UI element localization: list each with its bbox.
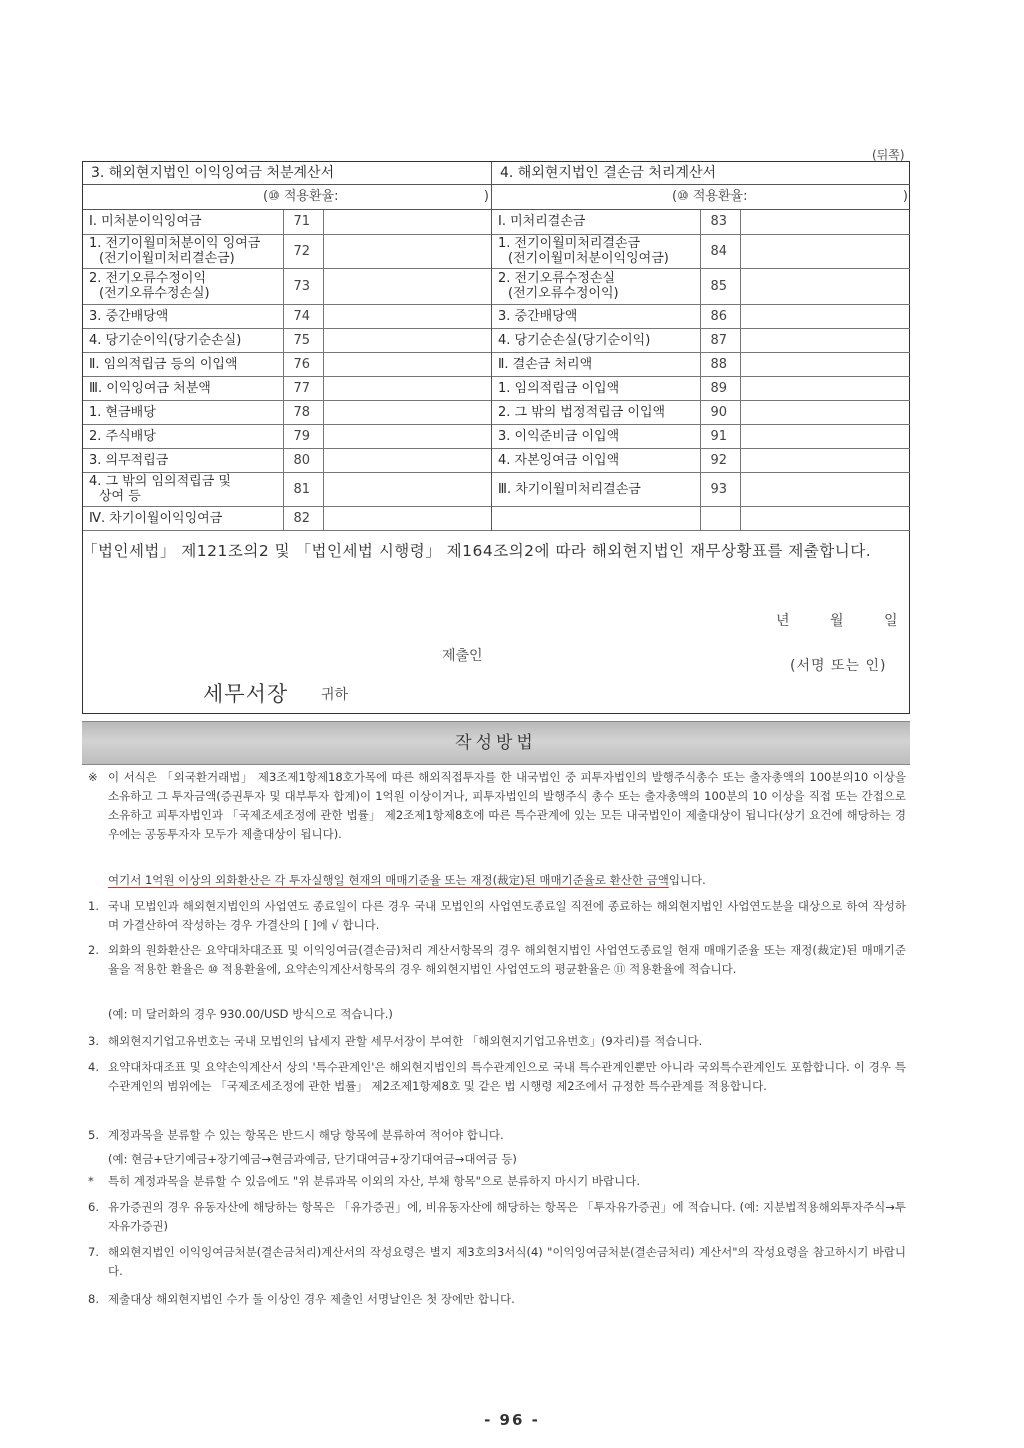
row-code: 81 — [283, 472, 323, 506]
table-row — [83, 448, 491, 472]
table-row — [83, 304, 491, 328]
row-label-line1: Ⅱ. 결손금 처리액 — [498, 356, 593, 372]
row-label — [492, 268, 700, 304]
amount-input-cell[interactable] — [323, 400, 491, 424]
table-row — [492, 472, 910, 506]
signature-label: (서명 또는 인) — [790, 658, 887, 674]
row-code: 90 — [700, 400, 740, 424]
row-label — [492, 472, 700, 506]
row-code: 89 — [700, 376, 740, 400]
row-label — [83, 448, 283, 472]
instruction-text: 국내 모법인과 해외현지법인의 사업연도 종료일이 다른 경우 국내 모법인의 사업연도종료일 직전에 종료하는 해외현지법인 사업연도분을 대상으로 하여 작성하며 가결산하여 작성하는 경우 가결산의 [ ]에 √ 합니다. — [108, 899, 906, 932]
table-row — [83, 400, 491, 424]
amount-input-cell[interactable] — [323, 352, 491, 376]
exchange-rate-close: ) — [483, 189, 489, 204]
table-row — [492, 506, 910, 530]
instruction-mark: 2. — [88, 943, 99, 957]
amount-input-cell[interactable] — [323, 328, 491, 352]
note-sub-tail: 입니다. — [668, 873, 706, 887]
row-code: 84 — [700, 234, 740, 268]
table-row — [83, 424, 491, 448]
instruction-item — [88, 1290, 906, 1309]
table-row — [492, 328, 910, 352]
row-label-line2: (전기오류수정이익) — [508, 286, 619, 301]
instruction-text: 계정과목을 분류할 수 있는 항목은 반드시 해당 항목에 분류하여 적어야 합니다. — [108, 1128, 504, 1142]
amount-input-cell[interactable] — [323, 304, 491, 328]
row-code: 93 — [700, 472, 740, 506]
amount-input-cell[interactable] — [740, 234, 910, 268]
amount-input-cell[interactable] — [323, 448, 491, 472]
row-code: 72 — [283, 234, 323, 268]
instruction-item — [88, 1198, 906, 1236]
amount-input-cell[interactable] — [323, 506, 491, 530]
row-label — [492, 506, 700, 530]
exchange-rate-label: (⑩ 적용환율: — [672, 189, 748, 204]
row-label — [492, 352, 700, 376]
row-code: 86 — [700, 304, 740, 328]
amount-input-cell[interactable] — [740, 376, 910, 400]
row-label — [83, 424, 283, 448]
row-code: 74 — [283, 304, 323, 328]
row-label — [83, 506, 283, 530]
row-label-line2: (전기이월미처리결손금) — [99, 251, 235, 266]
exchange-rate-label: (⑩ 적용환율: — [263, 189, 339, 204]
row-label-line1: 3. 의무적립금 — [89, 452, 169, 468]
row-label-line1: 1. 현금배당 — [89, 404, 156, 420]
row-code: 80 — [283, 448, 323, 472]
row-label-line2: (전기이월미처분이익잉여금) — [508, 251, 669, 266]
instruction-text: 해외현지법인 이익잉여금처분(결손금처리)계산서의 작성요령은 별지 제3호의3서식(4) "이익잉여금처분(결손금처리) 계산서"의 작성요령을 참고하시기 바랍니다. — [108, 1245, 906, 1278]
row-label-line1: 4. 그 밖의 임의적립금 및 — [89, 474, 231, 489]
instruction-text: 요약대차대조표 및 요약손익계산서 상의 '특수관계인'은 해외현지법인의 특수관계인으로 국내 특수관계인뿐만 아니라 국외특수관계인도 포함합니다. 이 경우 특수관계인의 범위에는 「국제조세조정에 관한 법률」 제2조제1항제8호 및 같은 법 시행령 제2조에서 규정한 특수관계를 적용합니다. — [108, 1060, 906, 1093]
note-sub-underlined: 여기서 1억원 이상의 외화환산은 각 투자실행일 현재의 매매기준율 또는 재정(裁定)된 매매기준율로 환산한 금액 — [108, 873, 669, 887]
retained-earnings-section — [83, 162, 491, 531]
table-row — [83, 376, 491, 400]
instruction-mark: 3. — [88, 1034, 99, 1048]
retained-earnings-table — [83, 210, 491, 531]
row-code: 77 — [283, 376, 323, 400]
row-code: 73 — [283, 268, 323, 304]
row-code: 76 — [283, 352, 323, 376]
row-label-line1: 2. 주식배당 — [89, 428, 156, 444]
amount-input-cell[interactable] — [740, 506, 910, 530]
instruction-text: (예: 미 달러화의 경우 930.00/USD 방식으로 적습니다.) — [108, 1007, 393, 1021]
row-code: 83 — [700, 210, 740, 234]
amount-input-cell[interactable] — [740, 210, 910, 234]
instruction-item — [88, 1126, 906, 1145]
row-label-line2: 상여 등 — [99, 489, 141, 504]
row-label — [492, 234, 700, 268]
row-code: 91 — [700, 424, 740, 448]
row-label-line1: 4. 당기순이익(당기순손실) — [89, 332, 242, 348]
instruction-item — [88, 941, 906, 979]
row-label — [83, 472, 283, 506]
row-label-line1: 3. 중간배당액 — [498, 308, 578, 324]
table-row — [492, 234, 910, 268]
row-code: 92 — [700, 448, 740, 472]
table-row — [83, 328, 491, 352]
instruction-item — [88, 1150, 906, 1169]
row-code: 85 — [700, 268, 740, 304]
table-row — [492, 210, 910, 234]
row-label — [492, 448, 700, 472]
instruction-text: (예: 현금+단기예금+장기예금→현금과예금, 단기대여금+장기대여금→대여금 등) — [108, 1152, 517, 1166]
instruction-item — [88, 1032, 906, 1051]
instruction-mark: 5. — [88, 1128, 99, 1142]
row-code: 71 — [283, 210, 323, 234]
financial-form-box — [82, 161, 910, 714]
row-label — [83, 376, 283, 400]
amount-input-cell[interactable] — [740, 352, 910, 376]
row-label — [492, 376, 700, 400]
row-label — [492, 210, 700, 234]
row-label-line1: 2. 그 밖의 법정적립금 이입액 — [498, 404, 666, 420]
date-month: 월 — [830, 613, 844, 629]
amount-input-cell[interactable] — [323, 472, 491, 506]
instruction-mark: 7. — [88, 1245, 99, 1259]
row-label — [492, 304, 700, 328]
instruction-item — [88, 897, 906, 935]
table-row — [492, 304, 910, 328]
table-row — [83, 234, 491, 268]
row-code: 88 — [700, 352, 740, 376]
note-mark: ※ — [88, 770, 98, 784]
row-label-line1: 4. 당기순손실(당기순이익) — [498, 332, 651, 348]
row-label-line1: Ⅳ. 차기이월이익잉여금 — [89, 510, 223, 526]
amount-input-cell[interactable] — [740, 448, 910, 472]
row-label — [492, 400, 700, 424]
row-code: 78 — [283, 400, 323, 424]
deficit-section — [491, 162, 910, 531]
instruction-mark: 1. — [88, 899, 99, 913]
row-label-line1: 1. 전기이월미처분이익 잉여금 — [89, 236, 261, 251]
tax-office-title: 세무서장 — [203, 682, 289, 706]
amount-input-cell[interactable] — [740, 328, 910, 352]
row-label — [492, 424, 700, 448]
row-label — [83, 352, 283, 376]
row-label — [83, 210, 283, 234]
section-title-left: 3. 해외현지법인 이익잉여금 처분계산서 — [83, 162, 491, 185]
section-title-right: 4. 해외현지법인 결손금 처리계산서 — [492, 162, 910, 185]
row-label-line1: 3. 중간배당액 — [89, 308, 169, 324]
row-label — [83, 268, 283, 304]
row-label — [83, 328, 283, 352]
page-side-marker: (뒤쪽) — [872, 148, 905, 162]
row-code: 79 — [283, 424, 323, 448]
row-label-line2: (전기오류수정손실) — [99, 286, 210, 301]
honorific: 귀하 — [321, 687, 349, 703]
page-number: - 96 - — [484, 1411, 540, 1429]
row-label-line1: 3. 이익준비금 이입액 — [498, 428, 620, 444]
amount-input-cell[interactable] — [323, 424, 491, 448]
amount-input-cell[interactable] — [740, 424, 910, 448]
exchange-rate-right — [492, 185, 910, 210]
instruction-note — [88, 768, 906, 844]
table-row — [83, 506, 491, 530]
date-year: 년 — [776, 613, 790, 629]
amount-input-cell[interactable] — [323, 234, 491, 268]
row-code: 82 — [283, 506, 323, 530]
row-label-line1: Ⅲ. 차기이월미처리결손금 — [498, 481, 641, 497]
instruction-mark: 4. — [88, 1060, 99, 1074]
row-label-line1: 2. 전기오류수정손실 — [498, 271, 615, 286]
row-label-line1: Ⅱ. 임의적립금 등의 이입액 — [89, 356, 238, 372]
table-row — [83, 268, 491, 304]
deficit-table — [492, 210, 910, 531]
row-label — [492, 328, 700, 352]
amount-input-cell[interactable] — [323, 210, 491, 234]
note-text: 이 서식은 「외국환거래법」 제3조제1항제18호가목에 따른 해외직접투자를 한 내국법인 중 피투자법인의 발행주식총수 또는 출자총액의 100분의10 이상을 소유하고 그 투자금액(증권투자 및 대부투자 합계)이 1억원 이상이거나, 피투자법인의 발행주식 총수 또는 출자총액의 100분의 10 이상을 직접 또는 간접으로 소유하고 피투자법인과 「국제조세조정에 관한 법률」 제2조제1항제8호에 따른 특수관계에 있는 모든 내국법인이 제출대상이 됩니다(상기 요건에 해당하는 경우에는 공동투자자 모두가 제출대상이 됩니다). — [108, 770, 906, 841]
instruction-mark: * — [88, 1174, 94, 1188]
amount-input-cell[interactable] — [323, 268, 491, 304]
row-label — [83, 304, 283, 328]
row-code — [700, 506, 740, 530]
declaration-text: 「법인세법」 제121조의2 및 「법인세법 시행령」 제164조의2에 따라 해외현지법인 재무상황표를 제출합니다. — [82, 542, 872, 560]
row-label — [83, 400, 283, 424]
date-day: 일 — [884, 613, 898, 629]
instruction-mark: 8. — [88, 1292, 99, 1306]
row-label-line1: 1. 전기이월미처리결손금 — [498, 236, 641, 251]
instruction-text: 외화의 원화환산은 요약대차대조표 및 이익잉여금(결손금)처리 계산서항목의 경우 해외현지법인 사업연도종료일 현재 매매기준율 또는 재정(裁定)된 매매기준율을 적용한 환율은 ⑩ 적용환율에, 요약손익계산서항목의 경우 해외현지법인 사업연도의 평균환율은 ⑪ 적용환율에 적습니다. — [108, 943, 906, 976]
instruction-text: 해외현지기업고유번호는 국내 모법인의 납세지 관할 세무서장이 부여한 「해외현지기업고유번호」(9자리)를 적습니다. — [108, 1034, 703, 1048]
table-row — [492, 268, 910, 304]
table-row — [492, 400, 910, 424]
instruction-item — [88, 1243, 906, 1281]
instruction-mark: 6. — [88, 1200, 99, 1214]
row-label-line1: Ⅲ. 이익잉여금 처분액 — [89, 380, 211, 396]
exchange-rate-left — [83, 185, 491, 210]
submitter-label: 제출인 — [442, 648, 483, 664]
row-label-line1: Ⅰ. 미처리결손금 — [498, 214, 586, 230]
table-row — [492, 376, 910, 400]
amount-input-cell[interactable] — [323, 376, 491, 400]
row-label — [83, 234, 283, 268]
amount-input-cell[interactable] — [740, 268, 910, 304]
table-row — [492, 424, 910, 448]
table-row — [492, 352, 910, 376]
table-row — [83, 472, 491, 506]
exchange-rate-close: ) — [902, 189, 908, 204]
row-code: 87 — [700, 328, 740, 352]
instruction-note-sub — [88, 871, 906, 890]
amount-input-cell[interactable] — [740, 304, 910, 328]
amount-input-cell[interactable] — [740, 472, 910, 506]
table-row — [83, 210, 491, 234]
instruction-item — [88, 1058, 906, 1096]
instruction-text: 유가증권의 경우 유동자산에 해당하는 항목은 「유가증권」에, 비유동자산에 해당하는 항목은 「투자유가증권」에 적습니다. (예: 지분법적용해외투자주식→투자유가증권) — [108, 1200, 906, 1233]
table-row — [83, 352, 491, 376]
row-label-line1: 4. 자본잉여금 이입액 — [498, 452, 620, 468]
row-label-line1: 2. 전기오류수정이익 — [89, 271, 206, 286]
row-code: 75 — [283, 328, 323, 352]
method-title-bar: 작성방법 — [82, 721, 910, 765]
instruction-item — [88, 1005, 906, 1024]
row-label-line1: 1. 임의적립금 이입액 — [498, 380, 620, 396]
instruction-text: 특히 계정과목을 분류할 수 있음에도 "위 분류과목 이외의 자산, 부채 항목"으로 분류하지 마시기 바랍니다. — [108, 1174, 640, 1188]
instruction-item — [88, 1172, 906, 1191]
row-label-line1: Ⅰ. 미처분이익잉여금 — [89, 214, 202, 230]
instruction-text: 제출대상 해외현지법인 수가 둘 이상인 경우 제출인 서명날인은 첫 장에만 합니다. — [108, 1292, 515, 1306]
table-row — [492, 448, 910, 472]
amount-input-cell[interactable] — [740, 400, 910, 424]
